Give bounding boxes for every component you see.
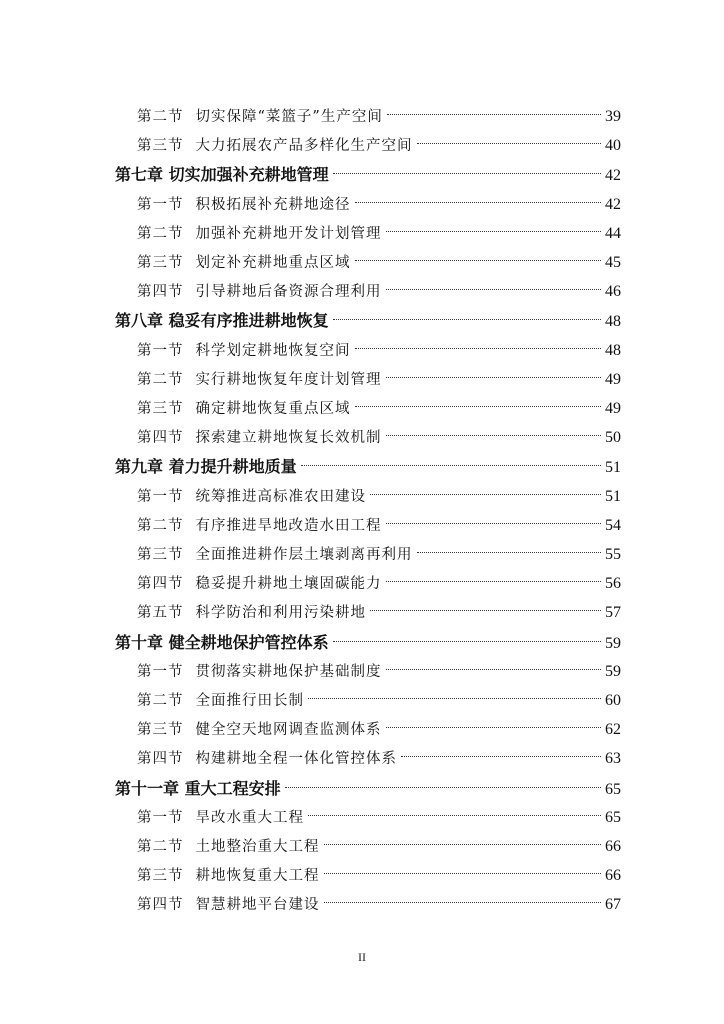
section-number: 第一节: [137, 809, 184, 826]
toc-entry-title: 统筹推进高标准农田建设: [195, 488, 366, 505]
dot-leader: [355, 406, 602, 407]
dot-leader: [386, 289, 602, 290]
toc-page-number: 62: [605, 721, 621, 739]
section-number: 第三节: [137, 722, 184, 739]
toc-section-entry[interactable]: [137, 134, 621, 158]
toc-section-entry[interactable]: [137, 543, 621, 567]
toc-entry-title: 第十一章 重大工程安排: [115, 778, 281, 798]
toc-section-entry[interactable]: [137, 893, 621, 917]
section-number: 第二节: [137, 517, 184, 534]
dot-leader: [324, 902, 602, 903]
section-number: 第四节: [137, 430, 184, 447]
toc-section-entry[interactable]: [137, 514, 621, 538]
toc-chapter-entry[interactable]: [115, 455, 621, 479]
toc-page-number: 46: [605, 283, 621, 301]
toc-page-number: 45: [605, 254, 621, 271]
toc-page-number: 59: [605, 662, 621, 680]
toc-entry-title: 确定耕地恢复重点区域: [195, 401, 351, 417]
section-number: 第一节: [137, 342, 184, 359]
toc-section-entry[interactable]: [137, 747, 621, 771]
toc-section-entry[interactable]: [137, 339, 621, 363]
dot-leader: [370, 610, 601, 611]
section-number: 第三节: [137, 255, 184, 271]
toc-entry-title: 健全空天地网调查监测体系: [195, 722, 382, 739]
dot-leader: [417, 552, 602, 553]
dot-leader: [386, 581, 602, 582]
toc-chapter-entry[interactable]: [115, 777, 621, 801]
toc-page-number: 50: [605, 429, 621, 447]
toc-page-number: 44: [605, 224, 621, 242]
toc-entry-title: 积极拓展补充耕地途径: [195, 196, 351, 213]
toc-section-entry[interactable]: [137, 806, 621, 830]
toc-entry-title: 加强补充耕地开发计划管理: [195, 225, 382, 242]
toc-section-entry[interactable]: [137, 835, 621, 859]
toc-page-number: 42: [605, 195, 621, 213]
toc-entry-title: 有序推进旱地改造水田工程: [195, 517, 382, 534]
section-number: 第一节: [137, 488, 184, 505]
section-number: 第四节: [137, 751, 184, 768]
toc-page-number: 56: [605, 575, 621, 593]
dot-leader: [355, 260, 602, 261]
toc-section-entry[interactable]: [137, 660, 621, 684]
toc-entry-title: 第九章 着力提升耕地质量: [115, 457, 297, 477]
toc-entry-title: 贯彻落实耕地保护基础制度: [195, 663, 382, 680]
toc-entry-title: 划定补充耕地重点区域: [195, 255, 351, 271]
toc-page-number: 54: [605, 516, 621, 534]
toc-page-number: 65: [605, 808, 621, 826]
toc-entry-title: 全面推进耕作层土壤剥离再利用: [195, 547, 413, 563]
section-number: 第四节: [137, 576, 184, 593]
toc-section-entry[interactable]: [137, 222, 621, 246]
toc-entry-title: 第八章 稳妥有序推进耕地恢复: [115, 311, 329, 331]
section-number: 第二节: [137, 225, 184, 242]
dot-leader: [333, 641, 601, 642]
toc-entry-title: 智慧耕地平台建设: [195, 897, 320, 914]
toc-page-number: 39: [605, 108, 621, 125]
dot-leader: [308, 698, 601, 699]
toc-section-entry[interactable]: [137, 601, 621, 625]
toc-section-entry[interactable]: [137, 689, 621, 713]
dot-leader: [417, 143, 602, 144]
page-footer-number: II: [358, 950, 366, 964]
toc-page-number: 40: [605, 137, 621, 155]
toc-page-number: 66: [605, 867, 621, 885]
toc-page-number: 48: [605, 313, 621, 331]
dot-leader: [387, 114, 601, 115]
section-number: 第一节: [137, 663, 184, 680]
section-number: 第四节: [137, 284, 184, 301]
dot-leader: [333, 319, 601, 320]
toc-page-number: 49: [605, 370, 621, 388]
toc-entry-title: 第十章 健全耕地保护管控体系: [115, 632, 329, 652]
toc-page-number: 65: [605, 780, 621, 798]
section-number: 第二节: [137, 839, 184, 855]
section-number: 第四节: [137, 897, 184, 914]
toc-section-entry[interactable]: [137, 193, 621, 217]
toc-page-number: 57: [605, 604, 621, 622]
toc-section-entry[interactable]: [137, 718, 621, 742]
dot-leader: [308, 815, 601, 816]
toc-entry-title: 科学防治和利用污染耕地: [195, 605, 366, 622]
toc-entry-title: 科学划定耕地恢复空间: [195, 342, 351, 359]
toc-section-entry[interactable]: [137, 485, 621, 509]
toc-entry-title: 引导耕地后备资源合理利用: [195, 284, 382, 301]
toc-section-entry[interactable]: [137, 368, 621, 392]
toc-page-number: 51: [605, 459, 621, 477]
toc-section-entry[interactable]: [137, 426, 621, 450]
toc-page-number: 55: [605, 546, 621, 563]
dot-leader: [386, 727, 602, 728]
toc-entry-title: 切实保障“菜篮子”生产空间: [195, 109, 383, 125]
toc-page-number: 59: [605, 634, 621, 652]
section-number: 第五节: [137, 605, 184, 622]
toc-page-number: 49: [605, 400, 621, 417]
dot-leader: [401, 756, 601, 757]
toc-entry-title: 旱改水重大工程: [195, 809, 304, 826]
toc-entry-title: 实行耕地恢复年度计划管理: [195, 371, 382, 388]
toc-chapter-entry[interactable]: [115, 309, 621, 333]
section-number: 第三节: [137, 547, 184, 563]
toc-section-entry[interactable]: [137, 280, 621, 304]
toc-entry-title: 耕地恢复重大工程: [195, 868, 320, 885]
section-number: 第二节: [137, 693, 184, 709]
toc-entry-title: 大力拓展农产品多样化生产空间: [195, 138, 413, 155]
toc-chapter-entry[interactable]: [115, 163, 621, 187]
toc-chapter-entry[interactable]: [115, 631, 621, 655]
dot-leader: [370, 494, 601, 495]
dot-leader: [333, 173, 601, 174]
toc-section-entry[interactable]: [137, 397, 621, 421]
toc-section-entry[interactable]: [137, 251, 621, 275]
toc-entry-title: 稳妥提升耕地土壤固碳能力: [195, 576, 382, 593]
dot-leader: [285, 787, 601, 788]
dot-leader: [386, 435, 602, 436]
section-number: 第二节: [137, 371, 184, 388]
dot-leader: [324, 873, 602, 874]
dot-leader: [355, 202, 602, 203]
toc-page-number: 42: [605, 167, 621, 185]
toc-page-number: 67: [605, 896, 621, 914]
section-number: 第一节: [137, 196, 184, 213]
dot-leader: [301, 465, 601, 466]
toc-entry-title: 土地整治重大工程: [195, 839, 320, 855]
toc-section-entry[interactable]: [137, 572, 621, 596]
dot-leader: [386, 377, 602, 378]
dot-leader: [386, 669, 602, 670]
section-number: 第三节: [137, 868, 184, 885]
dot-leader: [386, 231, 602, 232]
toc-page-number: 66: [605, 838, 621, 855]
section-number: 第三节: [137, 138, 184, 155]
toc-entry-title: 第七章 切实加强补充耕地管理: [115, 165, 329, 185]
toc-page-number: 63: [605, 750, 621, 768]
toc-entry-title: 全面推行田长制: [195, 693, 304, 709]
toc-section-entry[interactable]: [137, 105, 621, 129]
toc-page-number: 51: [605, 487, 621, 505]
dot-leader: [324, 844, 602, 845]
toc-page-number: 48: [605, 341, 621, 359]
dot-leader: [386, 523, 602, 524]
toc-entry-title: 探索建立耕地恢复长效机制: [195, 430, 382, 447]
toc-page-number: 60: [605, 692, 621, 709]
toc-section-entry[interactable]: [137, 864, 621, 888]
section-number: 第二节: [137, 109, 184, 125]
section-number: 第三节: [137, 401, 184, 417]
dot-leader: [355, 348, 602, 349]
toc-entry-title: 构建耕地全程一体化管控体系: [195, 751, 397, 768]
